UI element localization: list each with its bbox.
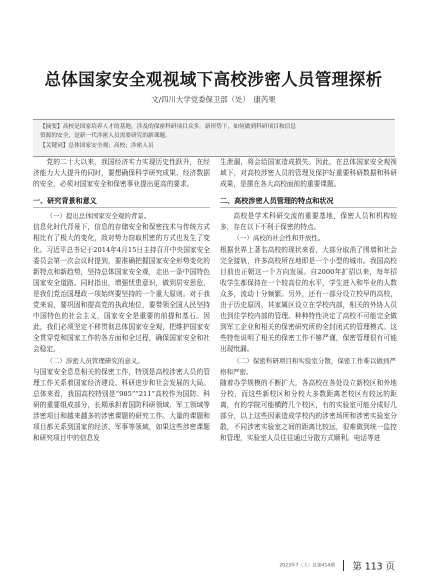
page-number: 第 113 页 (352, 561, 395, 573)
section-divider (220, 207, 397, 208)
keywords-line: 【关键词】总体国家安全观；高校；涉密人员 (40, 143, 154, 149)
right-column (220, 157, 397, 444)
section-heading-2: 二、高校涉密人员管理的特点和状况 (220, 196, 334, 206)
page-footer (279, 555, 395, 574)
body-paragraph: 随着办学规模的不断扩大，各高校在各处设立新校区和外地分校，而这些新校区和分校大多数距离老校区有较远的距离，有的学院可能横跨几个校区，有的实验室可能分成好几部分，以上这些因素造成学校内的涉密场所和涉密实验室分散，不同涉密实验室之间的距离比较远，很难做到统一监控和管理，实验室人员往往通过分散方式顺利。电话等进 (220, 378, 397, 443)
issue-info: 2023年7（上）总第414期 (279, 563, 335, 569)
subsection-heading: （一）高校的社会性和开放性。 (233, 234, 325, 243)
body-paragraph: 生泄漏，将会给国家造成损失。因此，在总体国家安全观视域下，对高校涉密人员的管理及保护好重要科研数据和科研成果，是摆在各大高校面前的重要课题。 (220, 158, 397, 189)
abstract-text-line-1: 【摘要】高校是国家培养人才的基地，涉及的保密科研项目众多。新形势下，如何做到科研项目和信息 (40, 124, 296, 130)
abstract-text-line-2: 资源的安全，是新一代涉密人员需要研究的新课题。 (40, 133, 171, 139)
subsection-heading: （二）涉密人员管理研究的意义。 (46, 356, 144, 365)
section-heading-1: 一、研究背景和意义 (33, 196, 97, 206)
intro-paragraph: 党的二十大以来，我国经济实力实现历史性跃升，在经济能力大大提升的同时，要想确保科学研究成果、经济数据的安全，必须对国家安全和保密事业提出更高的要求。 (33, 158, 210, 189)
body-paragraph: 与国家安全息息相关的保密工作，特别是高校涉密人员的管理工作关系着国家经济建设、科研进步和社会发展的大局。总体来看，我国高校特别是“985”“211”高校作为国防、科研的重要组成部分，长期承担着国防科研领域、军工领域等涉密项目和越来越多的涉密课题的研究工作。大量的课题和项目都关系到国家的经济、军事等领域，如果这些涉密课题和研究项目中的信息发 (33, 367, 210, 443)
subsection-heading: （一）提出总体国家安全观的背景。 (46, 212, 151, 221)
left-column (33, 157, 210, 444)
article-title: 总体国家安全观视域下高校涉密人员管理探析 (44, 70, 383, 89)
body-paragraph: 根据世界上著名高校的现状来看，大部分取消了围墙和社会完全接轨，许多高校所在地即是一个小型的城市。我国高校目前也正朝这一个方向发展。自2000年扩招以来，每年招收学生都保持在一个较高位的水平，学生进入和毕业的人数众多，流动十分频繁。另外，还有一部分设立校早的高校，由于历史原因，其家属区设立在学校内部，相关的外协人员也到往学校内部的管理。种种特性决定了高校不可能完全做到军工企业和相关的保密研究所的全封闭式的管理模式。这些特性说明了相关的保密工作不够严谨，保密管理很有可能出现纰漏。 (220, 245, 397, 354)
author-line: 文/四川大学党委保卫部（处） 康芮果 (151, 95, 276, 104)
body-paragraph: 高校是学术科研交流的重要基地，保密人员和机构较多，存在以下不利于保密的特点。 (220, 212, 397, 232)
subsection-heading: （二）保密科研项目和实验室分散，保密工作难以做到严格和严密。 (220, 356, 396, 376)
body-paragraph: 信息化时代背景下，信息的存储安全和保密技术与传统方式相比有了极大的变化，敌对势力窃取机密的方式也发生了变化。习近平总书记于2014年4月15日主持召开中央国家安全委员会第一次会议时提到，要准确把握国家安全形势变化的新特点和新趋势，坚持总体国家安全观，走出一条中国特色国家安全道路。同时指出，增强忧患意识，做到居安思危，是我们党治国理政一项始终要坚持的一个重大原则。对于我党来说，要巩固和提高党的执政地位，要带领全国人民坚持中国特色的社会主义，国家安全是重要的前提和基石。因此，我们必须坚定不移贯彻总体国家安全观，把维护国家安全贯穿党和国家工作的各方面和全过程，确保国家安全和社会稳定。 (33, 223, 210, 354)
section-divider (33, 207, 210, 208)
footer-divider (343, 560, 344, 571)
